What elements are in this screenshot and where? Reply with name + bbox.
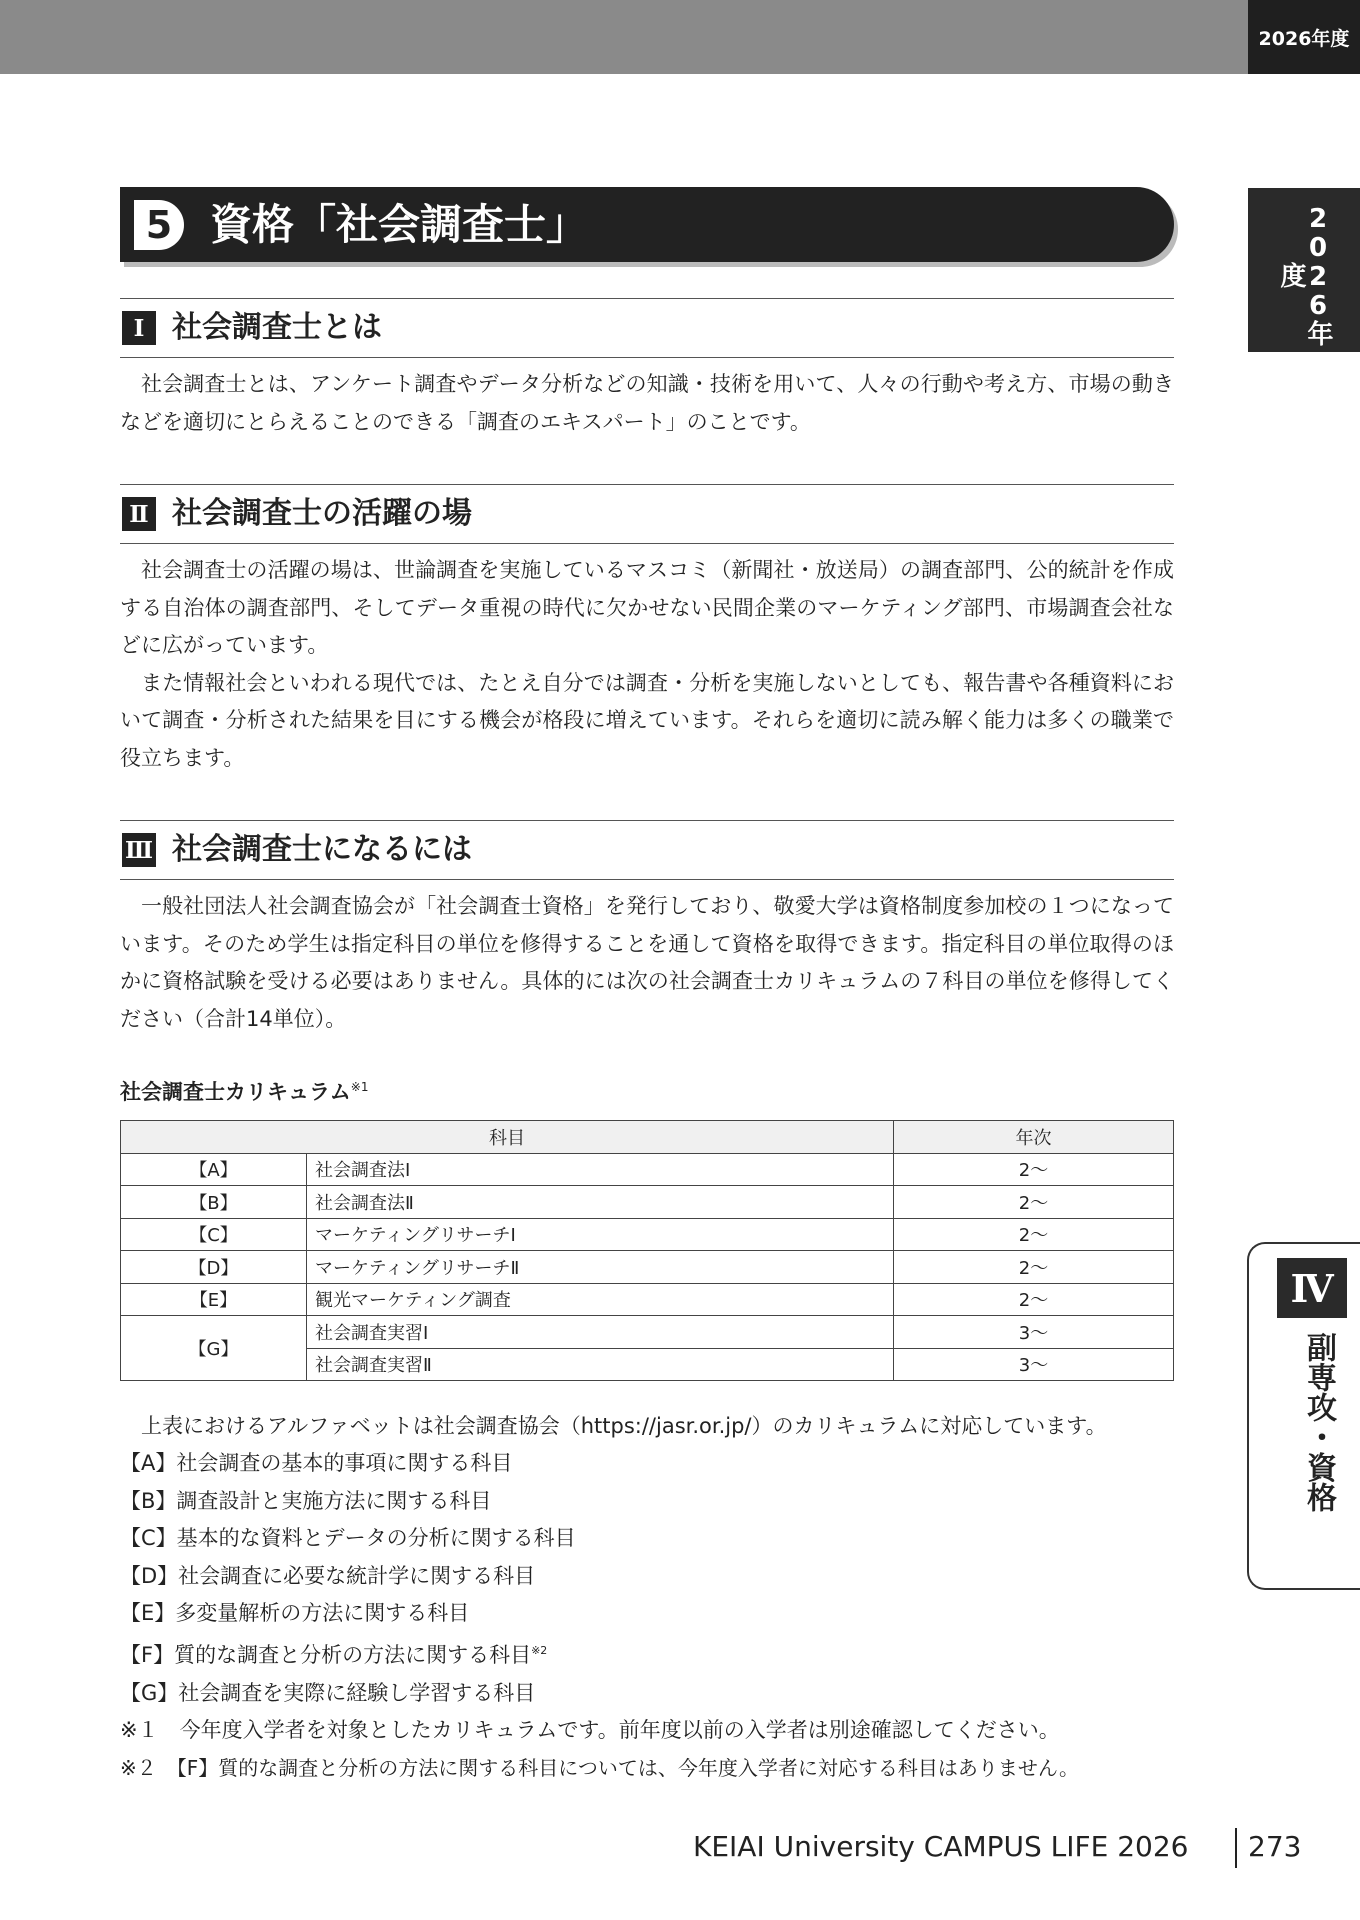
cell-key: 【C】 [121,1218,307,1251]
cell-subject: 社会調査実習Ⅱ [307,1348,894,1381]
table-row [121,1316,1174,1349]
section-title: 社会調査士になるには [172,832,472,867]
notes-intro: 上表におけるアルファベットは社会調査協会（https://jasr.or.jp/）のカリキュラムに対応しています。 [141,1414,1107,1438]
note-item-b: 【B】調査設計と実施方法に関する科目 [120,1488,492,1513]
paragraph: 一般社団法人社会調査協会が「社会調査士資格」を発行しており、敬愛大学は資格制度参加校の１つになっています。そのため学生は指定科目の単位を修得することを通して資格を取得できます。指定科目の単位取得のほかに資格試験を受ける必要はありません。具体的には次の社会調査士カリキュラムの７科目の単位を修得してください（合計14単位）。 [120,894,1174,1031]
cell-year: 2～ [894,1186,1174,1219]
table-caption-text: 社会調査士カリキュラム [120,1080,351,1104]
cell-subject: 社会調査法Ⅱ [307,1186,894,1219]
footnote-mark: ※1 [350,1080,369,1094]
header-bar [0,0,1248,74]
chapter-index-tab[interactable] [1247,1242,1360,1590]
header-year: 年次 [894,1121,1174,1154]
footnote-1: ※１ 今年度入学者を対象としたカリキュラムです。前年度以前の入学者は別途確認してください。 [120,1718,1060,1743]
section-badge: Ⅱ [122,497,156,531]
section-3-body [120,888,1174,1038]
note-item-f [120,1632,1180,1674]
cell-subject: 社会調査実習Ⅰ [307,1316,894,1349]
table-header-row [121,1121,1174,1154]
table-row [121,1186,1174,1219]
year-label: 2026年度 [1248,0,1360,74]
footer-publication: KEIAI University CAMPUS LIFE 2026 [693,1830,1189,1863]
cell-year: 3～ [894,1316,1174,1349]
footnote-2: ※２ 【F】質的な調査と分析の方法に関する科目については、今年度入学者に対応する科目はありません。 [120,1755,1080,1780]
section-badge: Ⅲ [122,833,156,867]
cell-key: 【D】 [121,1251,307,1284]
note-item-c: 【C】基本的な資料とデータの分析に関する科目 [120,1526,576,1551]
note-item-d: 【D】社会調査に必要な統計学に関する科目 [120,1563,536,1588]
section-badge: Ⅰ [122,311,156,345]
chapter-roman-badge: Ⅳ [1277,1258,1347,1318]
page-number: 273 [1248,1830,1302,1863]
cell-key: 【G】 [121,1316,307,1381]
table-row [121,1153,1174,1186]
chapter-heading [120,187,1174,262]
table-caption [120,1076,369,1106]
section-heading-3 [120,820,1174,880]
cell-subject: 社会調査法Ⅰ [307,1153,894,1186]
note-item-g: 【G】社会調査を実際に経験し学習する科目 [120,1680,536,1705]
section-1-body [120,366,1174,441]
cell-subject: マーケティングリサーチⅡ [307,1251,894,1284]
notes-block [120,1408,1180,1787]
note-item-a: 【A】社会調査の基本的事項に関する科目 [120,1451,513,1476]
cell-year: 3～ [894,1348,1174,1381]
footnote-mark: ※2 [531,1644,548,1658]
chapter-title: 資格「社会調査士」 [210,200,589,249]
cell-key: 【A】 [121,1153,307,1186]
chapter-index-label: 副専攻・資格 [1301,1332,1336,1512]
cell-year: 2～ [894,1251,1174,1284]
paragraph: 社会調査士とは、アンケート調査やデータ分析などの知識・技術を用いて、人々の行動や考え方、市場の動きなどを適切にとらえることのできる「調査のエキスパート」のことです。 [120,372,1174,434]
side-year-tab: 2026年度 [1248,188,1360,352]
table-row [121,1218,1174,1251]
cell-year: 2～ [894,1218,1174,1251]
footer-divider [1235,1828,1237,1868]
paragraph: また情報社会といわれる現代では、たとえ自分では調査・分析を実施しないとしても、報告書や各種資料において調査・分析された結果を目にする機会が格段に増えています。それらを適切に読み解く能力は多くの職業で役立ちます。 [120,670,1174,770]
note-item-f-text: 【F】質的な調査と分析の方法に関する科目 [120,1643,532,1668]
section-heading-2 [120,484,1174,544]
cell-subject: 観光マーケティング調査 [307,1283,894,1316]
paragraph: 社会調査士の活躍の場は、世論調査を実施しているマスコミ（新聞社・放送局）の調査部門、公的統計を作成する自治体の調査部門、そしてデータ重視の時代に欠かせない民間企業のマーケティング部門、市場調査会社などに広がっています。 [120,558,1174,657]
curriculum-table [120,1120,1174,1381]
note-item-e: 【E】多変量解析の方法に関する科目 [120,1601,470,1626]
section-2-body [120,552,1174,777]
cell-year: 2～ [894,1283,1174,1316]
cell-key: 【B】 [121,1186,307,1219]
cell-key: 【E】 [121,1283,307,1316]
section-title: 社会調査士とは [172,310,382,345]
cell-year: 2～ [894,1153,1174,1186]
section-title: 社会調査士の活躍の場 [172,496,472,531]
header-subject: 科目 [121,1121,894,1154]
cell-subject: マーケティングリサーチⅠ [307,1218,894,1251]
chapter-number: 5 [134,200,184,250]
table-row [121,1251,1174,1284]
section-heading-1 [120,298,1174,358]
table-row [121,1283,1174,1316]
